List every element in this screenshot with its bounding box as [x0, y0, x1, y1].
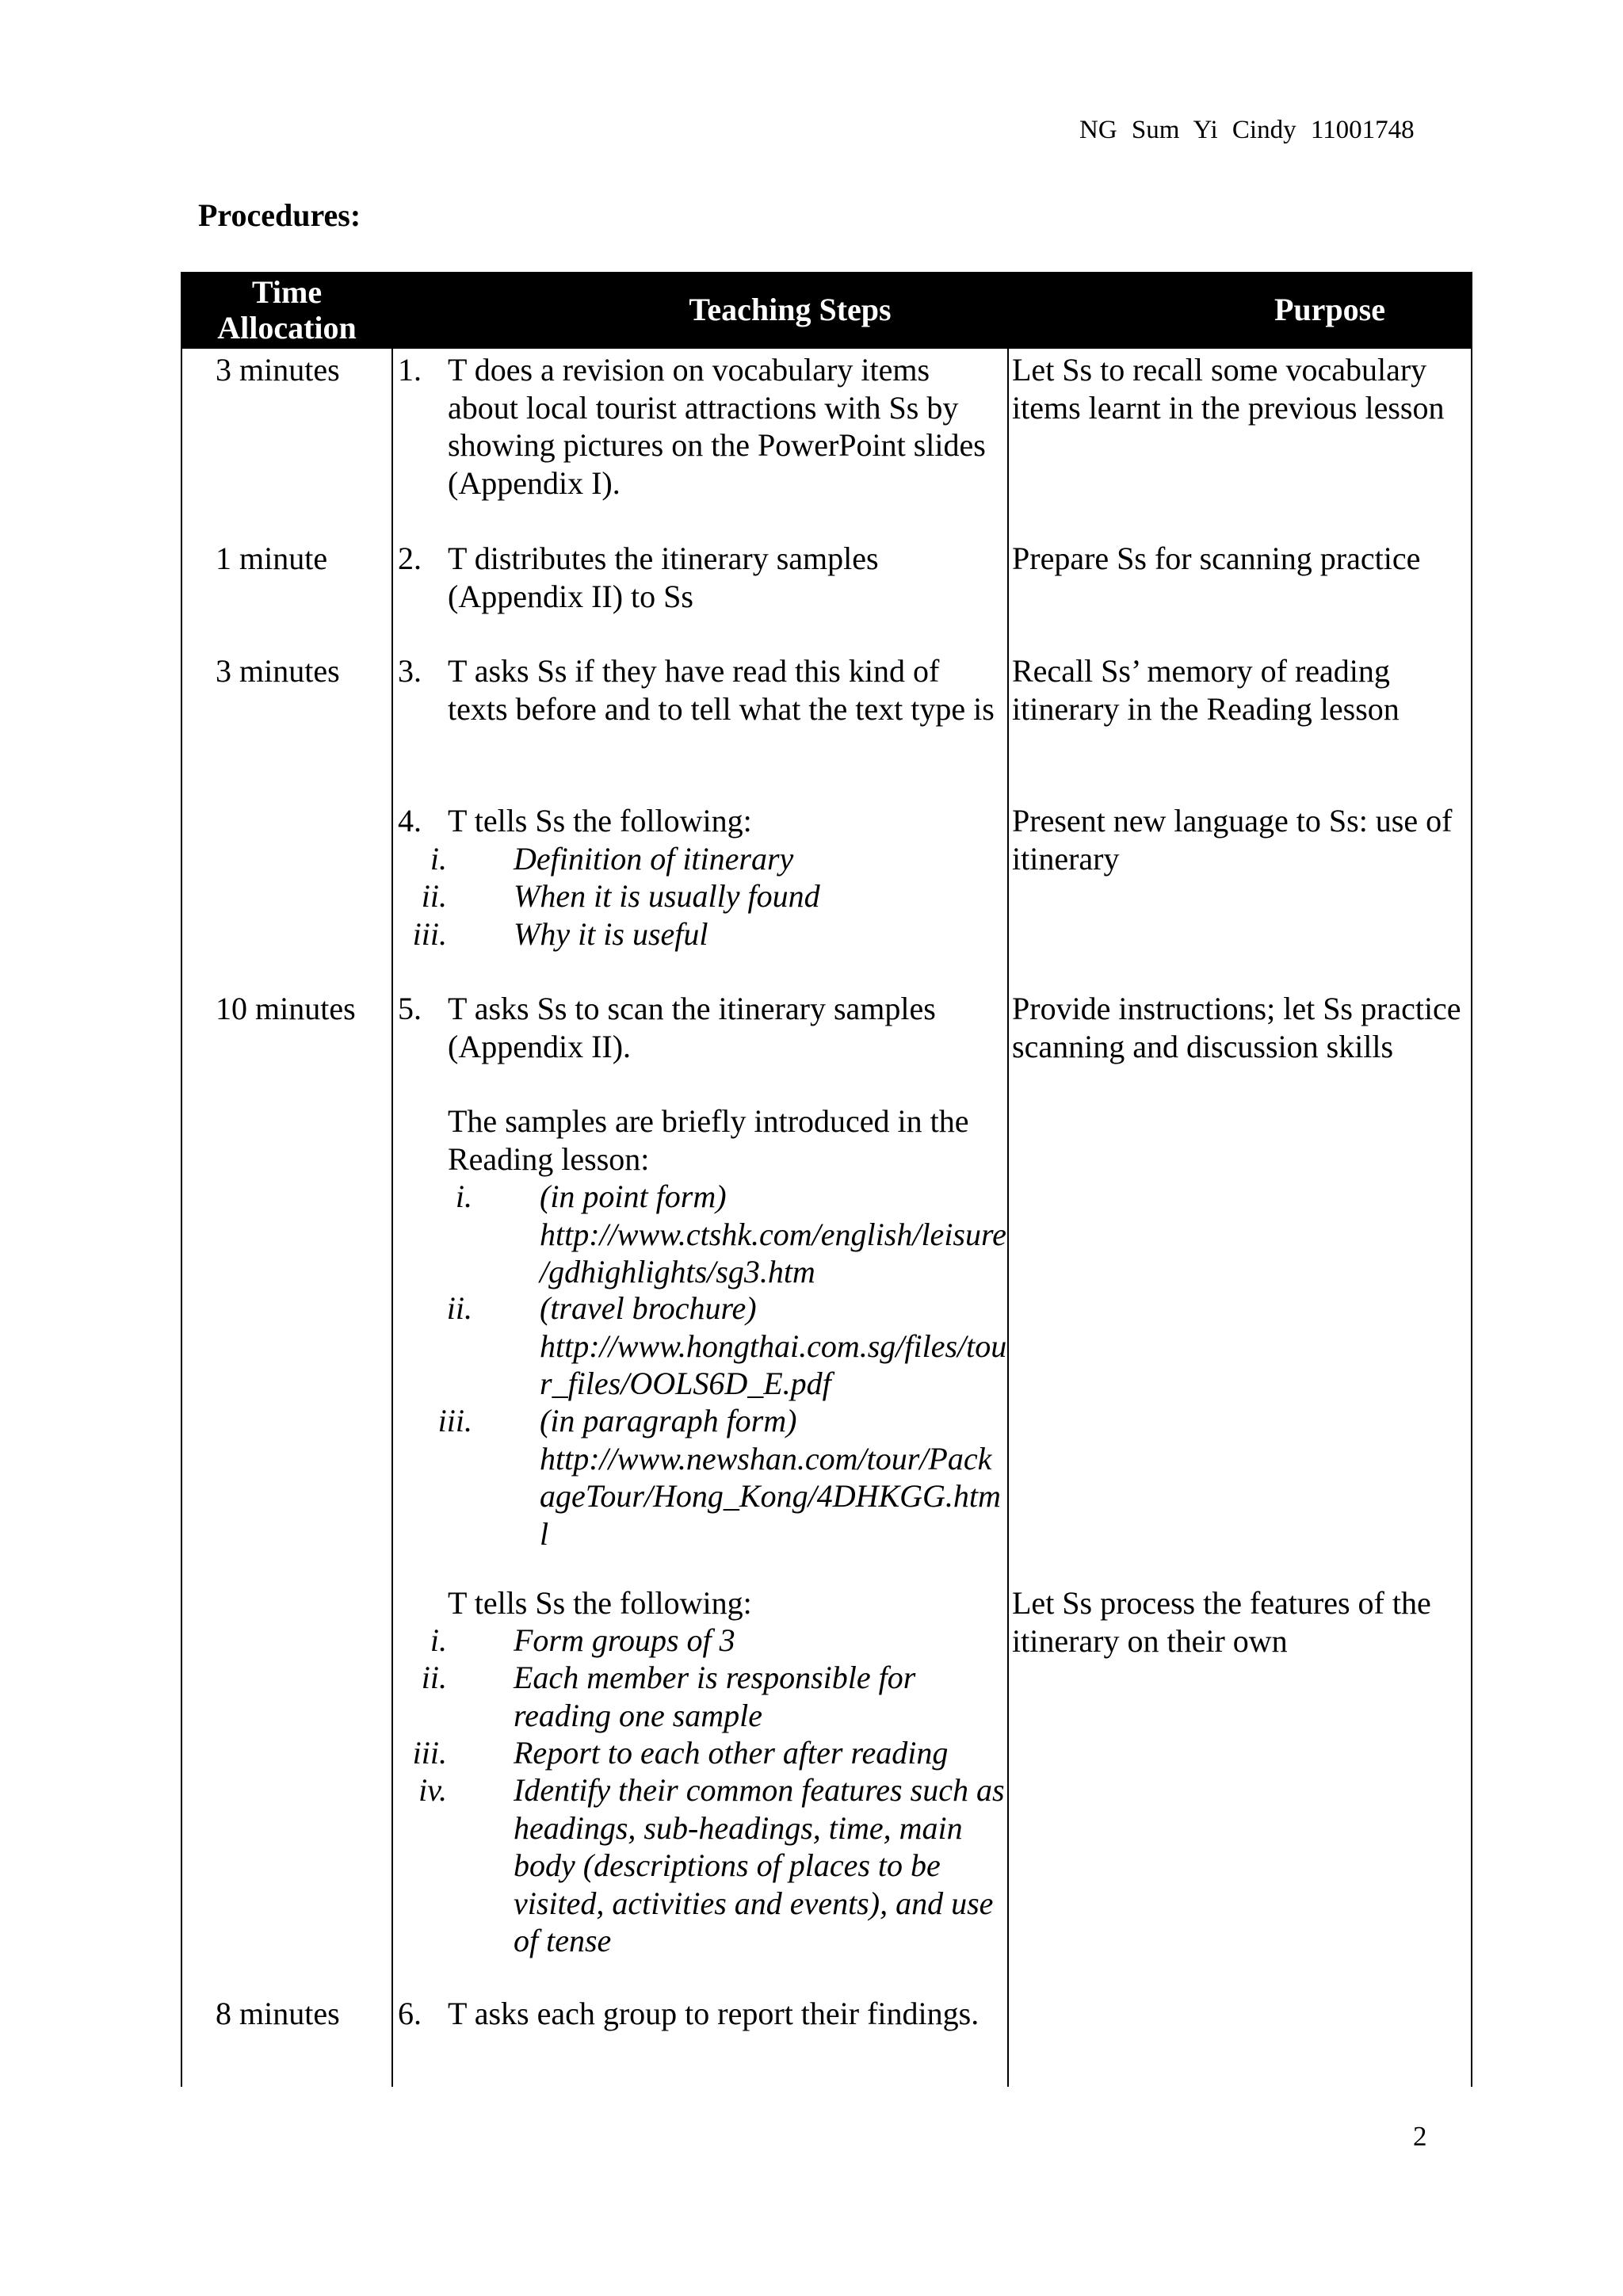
step-number: 2. [398, 541, 422, 576]
sample-item: (travel brochure) http://www.hongthai.com.sg/files/tour_files/OOLS6D_E.pdf [540, 1290, 1007, 1401]
step-number: 4. [398, 803, 422, 839]
row-time: 8 minutes [216, 1996, 340, 2031]
column-header-time: Time Allocation [217, 274, 357, 346]
step-number: 3. [398, 653, 422, 689]
step-text: T asks Ss if they have read this kind of texts before and to tell what the text type is [448, 653, 995, 727]
row-time: 3 minutes [216, 653, 340, 689]
sample-marker: iii. [437, 1403, 472, 1438]
row-time: 1 minute [216, 541, 328, 576]
table-divider-2 [1007, 349, 1009, 2087]
list-item-marker: i. [430, 841, 447, 877]
table-border-left [181, 349, 182, 2087]
sample-item: (in point form) http://www.ctshk.com/english/leisure/gdhighlights/sg3.htm [540, 1179, 1006, 1289]
step-number: 1. [398, 352, 422, 388]
list-item-marker: iv. [418, 1772, 447, 1808]
table-border-right [1471, 349, 1472, 2087]
list-item-marker: ii. [421, 1660, 447, 1695]
list-item: Each member is responsible for reading one sample [514, 1660, 916, 1733]
column-header-purpose: Purpose [1274, 292, 1385, 327]
row-purpose: Prepare Ss for scanning practice [1012, 541, 1421, 576]
table-header [181, 272, 1472, 349]
row-purpose: Present new language to Ss: use of itinerary [1012, 803, 1453, 877]
step-text: T distributes the itinerary samples (Appendix II) to Ss [448, 541, 879, 614]
list-item: Definition of itinerary [514, 841, 794, 877]
list-item: Form groups of 3 [514, 1622, 735, 1658]
sample-item: (in paragraph form) http://www.newshan.com/tour/PackageTour/Hong_Kong/4DHKGG.html [540, 1403, 1001, 1552]
list-item-marker: i. [430, 1622, 447, 1658]
row-purpose-continued: Let Ss process the features of the itinerary on their own [1012, 1585, 1431, 1659]
list-item: Identify their common features such as headings, sub-headings, time, main body (descriptions of places to be visited, activities and events), and use of tense [514, 1772, 1005, 1958]
row-time: 3 minutes [216, 352, 340, 388]
list-item: When it is usually found [514, 878, 820, 914]
sample-marker: i. [455, 1179, 472, 1214]
list-item-marker: iii. [412, 1735, 447, 1771]
step-number: 6. [398, 1996, 422, 2031]
step-text: T asks each group to report their findings. [448, 1996, 980, 2031]
step-number: 5. [398, 991, 422, 1026]
list-item-marker: iii. [412, 916, 447, 952]
row-purpose: Let Ss to recall some vocabulary items learnt in the previous lesson [1012, 352, 1445, 426]
table-divider-1 [391, 349, 393, 2087]
sample-marker: ii. [446, 1290, 472, 1326]
step-text-continued: The samples are briefly introduced in the Reading lesson: [448, 1103, 969, 1177]
step-text: T asks Ss to scan the itinerary samples (Appendix II). [448, 991, 936, 1064]
section-title: Procedures: [198, 197, 361, 233]
step-text: T tells Ss the following: [448, 803, 752, 839]
step-text: T does a revision on vocabulary items about local tourist attractions with Ss by showing pictures on the PowerPoint slides (Appendix I). [448, 352, 986, 501]
row-purpose: Provide instructions; let Ss practice scanning and discussion skills [1012, 991, 1461, 1064]
list-item: Report to each other after reading [514, 1735, 949, 1771]
list-item: Why it is useful [514, 916, 708, 952]
list-item-marker: ii. [421, 878, 447, 914]
column-header-steps: Teaching Steps [689, 292, 892, 327]
row-purpose: Recall Ss’ memory of reading itinerary in the Reading lesson [1012, 653, 1400, 727]
row-time: 10 minutes [216, 991, 356, 1026]
page-number: 2 [1413, 2121, 1427, 2152]
page-header: NG Sum Yi Cindy 11001748 [1079, 116, 1415, 144]
step-text-continued: T tells Ss the following: [448, 1585, 752, 1621]
